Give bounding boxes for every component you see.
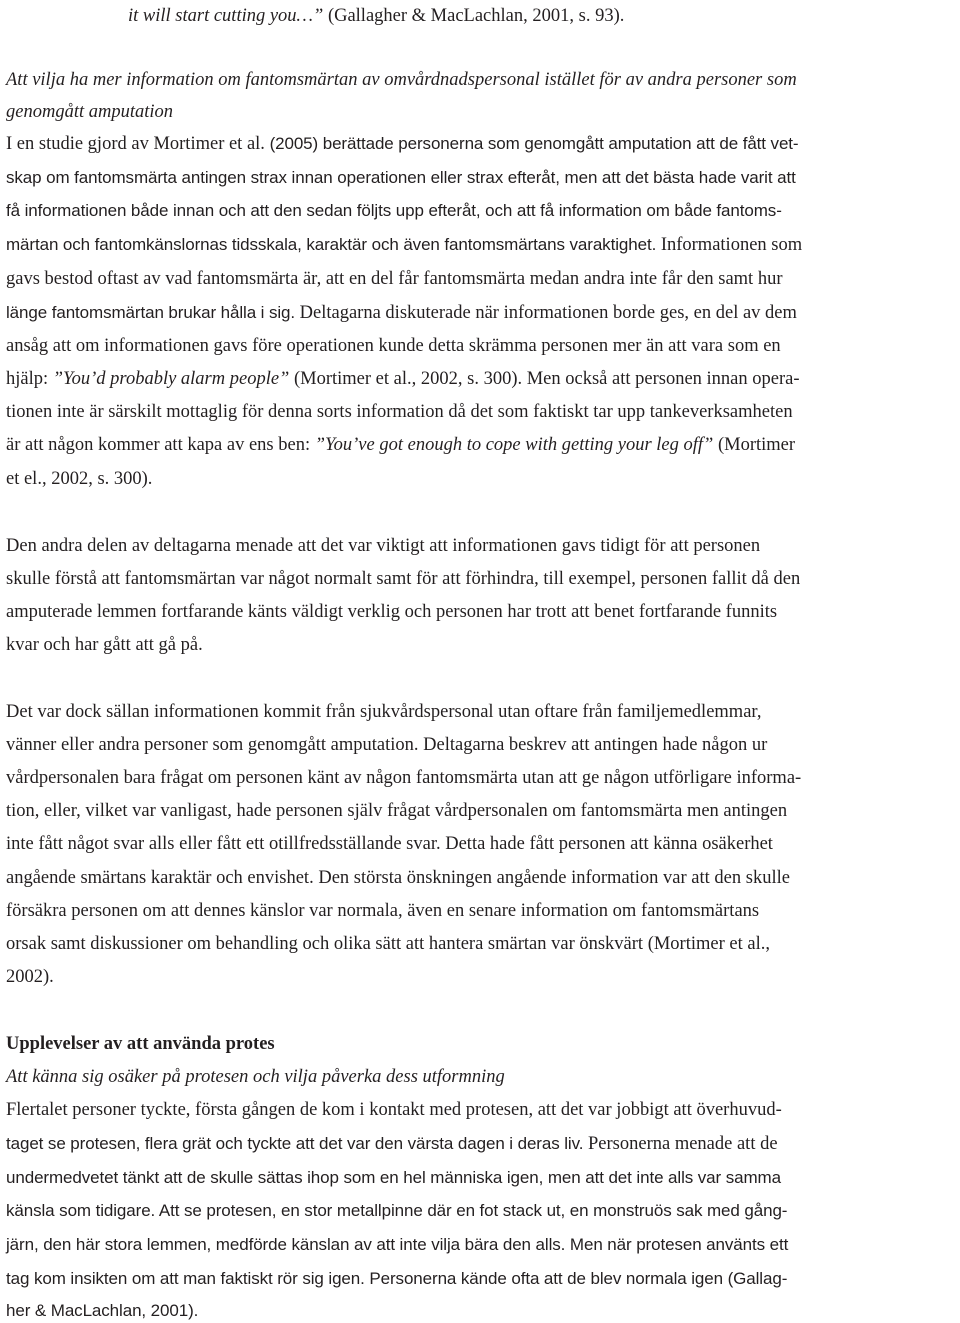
- paragraph-line: undermedvetet tänkt att de skulle sättas ihop som en hel människa igen, men att det inte alls var samma: [6, 1168, 781, 1187]
- paragraph-line: her & MacLachlan, 2001).: [6, 1301, 199, 1320]
- text-run: inte fått något svar alls eller fått ett otillfredsställande svar.: [6, 834, 446, 854]
- paragraph-line: kvar och har gått att gå på.: [6, 635, 203, 655]
- text-run: hjälp:: [6, 369, 53, 389]
- paragraph-line: [6, 835, 773, 854]
- text-run: länge fantomsmärtan brukar hålla i sig.: [6, 303, 300, 322]
- paragraph-line: försäkra personen om att dennes känslor var normala, även en senare information om fantomsmärtans: [6, 901, 760, 921]
- paragraph-line: tionen inte är särskilt mottaglig för denna sorts information då det som faktiskt tar upp tankeverksamheten: [6, 402, 793, 422]
- paragraph-line: Flertalet personer tyckte, första gången de kom i kontakt med protesen, att det var jobbigt att överhuvud-: [6, 1100, 782, 1120]
- paragraph-line: [6, 236, 802, 255]
- text-run: tag kom insikten om att man faktiskt rör sig igen.: [6, 1269, 370, 1288]
- paragraph-line: [6, 135, 799, 154]
- text-run: Deltagarna diskuterade när informationen borde ges, en del av dem: [299, 303, 797, 323]
- quote-line: [128, 7, 624, 26]
- text-run: (Mortimer: [713, 435, 796, 455]
- paragraph-line: skulle förstå att fantomsmärtan var något normalt samt för att förhindra, till exempel, personen fallit då den: [6, 569, 801, 589]
- paragraph-line: [6, 869, 790, 888]
- text-run: vänner eller andra personer som genomgått amputation.: [6, 735, 424, 755]
- text-run: Personerna menade att de: [588, 1134, 778, 1154]
- text-run: Deltagarna beskrev att antingen hade någon ur: [423, 735, 768, 755]
- quote-reference: (Gallagher & MacLachlan, 2001, s. 93).: [323, 6, 625, 26]
- quote-text: ”You’d probably alarm people”: [52, 369, 290, 389]
- section-subheading: Att känna sig osäker på protesen och vilja påverka dess utformning: [6, 1067, 505, 1087]
- paragraph-line: [6, 736, 767, 755]
- paragraph-line: ansåg att om informationen gavs före operationen kunde detta skrämma personen mer än att vara som en: [6, 336, 781, 356]
- subheading-info-line1: Att vilja ha mer information om fantomsmärtan av omvårdnadspersonal istället för av andra personer som: [6, 70, 797, 90]
- text-run: angående smärtans karaktär och envishet.: [6, 868, 319, 888]
- paragraph-line: [6, 1202, 787, 1221]
- paragraph-line: tion, eller, vilket var vanligast, hade personen själv frågat vårdpersonalen om fantomsmärta men antingen: [6, 801, 788, 821]
- text-run: I en studie gjord av Mortimer et al.: [6, 134, 270, 154]
- paragraph-line: 2002).: [6, 967, 54, 987]
- paragraph-line: [6, 1135, 778, 1154]
- text-run: taget se protesen, flera grät och tyckte att det var den värsta dagen i deras liv.: [6, 1134, 588, 1153]
- paragraph-line: et el., 2002, s. 300).: [6, 469, 153, 489]
- text-run: märtan och fantomkänslornas tidsskala, karaktär och även fantomsmärtans varaktighet.: [6, 235, 661, 254]
- paragraph-line: vårdpersonalen bara frågat om personen känt av någon fantomsmärta utan att ge någon utförligare informa-: [6, 768, 802, 788]
- paragraph-line: gavs bestod oftast av vad fantomsmärta är, att en del får fantomsmärta medan andra inte får den samt hur: [6, 269, 783, 289]
- text-run: järn, den här stora lemmen, medförde känslan av att inte vilja bära den alls.: [6, 1235, 570, 1254]
- subheading-info-line2: genomgått amputation: [6, 102, 174, 122]
- paragraph-line: Det var dock sällan informationen kommit från sjukvårdspersonal utan oftare från familjemedlemmar,: [6, 702, 762, 722]
- text-run: (Mortimer et al., 2002, s. 300).: [289, 369, 527, 389]
- text-run: Men när protesen använts ett: [569, 1235, 789, 1254]
- text-run: (2005) berättade personerna som genomgått amputation att de fått vet-: [269, 134, 799, 153]
- text-run: Den största önskningen angående information var att den skulle: [318, 868, 790, 888]
- paragraph-line: [6, 436, 795, 455]
- text-run: Men också att personen innan opera-: [526, 369, 800, 389]
- paragraph-line: [6, 1270, 787, 1287]
- quote-text: it will start cutting you…”: [128, 6, 324, 26]
- text-run: Personerna kände ofta att de blev normala igen (Gallag-: [369, 1269, 788, 1288]
- paragraph-line: [6, 304, 797, 323]
- paragraph-line: orsak samt diskussioner om behandling och olika sätt att hantera smärtan var önskvärt (Mortimer et al.,: [6, 934, 770, 954]
- text-run: är att någon kommer att kapa av ens ben:: [6, 435, 315, 455]
- paragraph-line: Den andra delen av deltagarna menade att det var viktigt att informationen gavs tidigt för att personen: [6, 536, 761, 556]
- text-run: Informationen som: [660, 235, 803, 255]
- paragraph-line: skap om fantomsmärta antingen strax innan operationen eller strax efteråt, men att det bästa hade varit att: [6, 168, 796, 187]
- text-run: Detta hade fått personen att känna osäkerhet: [445, 834, 773, 854]
- section-heading: Upplevelser av att använda protes: [6, 1034, 275, 1054]
- paragraph-line: [6, 370, 800, 389]
- text-run: känsla som tidigare.: [6, 1201, 159, 1220]
- text-run: Att se protesen, en stor metallpinne där en fot stack ut, en monstruös sak med gång-: [158, 1201, 788, 1220]
- paragraph-line: få informationen både innan och att den sedan följts upp efteråt, och att få information om både fantoms-: [6, 201, 782, 220]
- paragraph-line: [6, 1236, 788, 1253]
- quote-text: ”You’ve got enough to cope with getting your leg off”: [314, 435, 714, 455]
- paragraph-line: amputerade lemmen fortfarande känts väldigt verklig och personen har trott att benet fortfarande funnits: [6, 602, 778, 622]
